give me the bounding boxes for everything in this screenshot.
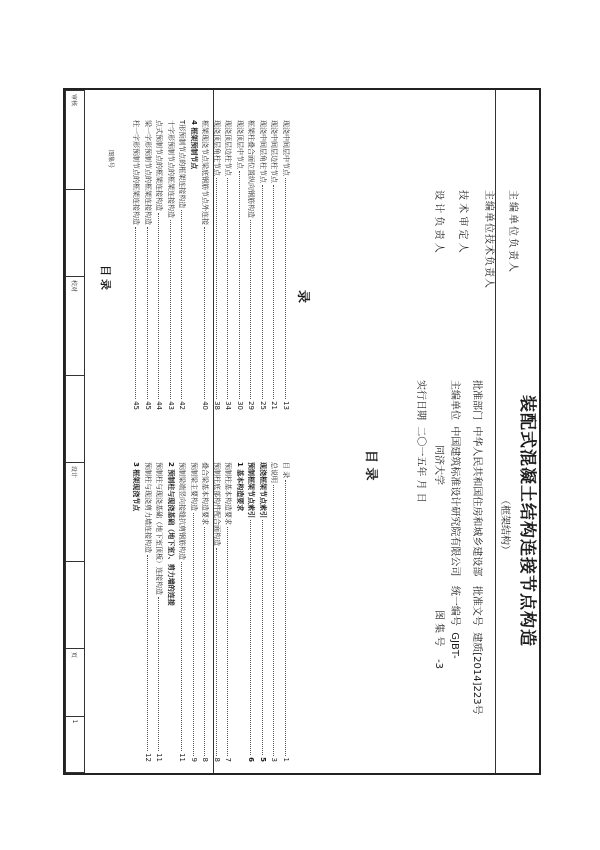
toc-leader (159, 597, 160, 751)
toc-leader (182, 210, 183, 399)
toc-leader (193, 513, 194, 756)
toc-entry (167, 120, 174, 410)
toc-entry-title: 预制柱与现浇剪力墙连接构造 (144, 462, 152, 553)
toc-entry (133, 462, 140, 762)
cover-row-1: 批准部门 中华人民共和国住房和城乡建设部 批准文号 建质[2014]223号 (471, 380, 482, 715)
toc-entry-title: 4 框架预制节点 (190, 120, 198, 170)
toc-entry (179, 462, 186, 762)
toc-entry-page: 11 (155, 753, 164, 762)
toc-entry-title: 柱一字形预制节点的框架连接构造 (132, 120, 141, 225)
toc-entry (213, 462, 220, 762)
toc-entry (236, 462, 243, 762)
toc-leader (274, 485, 275, 756)
toc-entry-page: 34 (224, 401, 233, 410)
toc-entry-page: 43 (167, 401, 175, 410)
toc-entry (248, 462, 255, 762)
toc-entry-page: 12 (144, 753, 152, 762)
toc-entry-title: 预制梁主要构造 (190, 462, 198, 511)
toc-entry (282, 120, 289, 410)
toc-entry-page: 7 (224, 757, 233, 762)
toc-leader (147, 555, 148, 751)
toc-entry-page: 25 (259, 401, 267, 410)
toc-leader (262, 520, 263, 755)
toc-entry-page: 11 (178, 753, 187, 762)
title-block-table (65, 90, 85, 773)
page-number: 1 (66, 716, 85, 772)
toc-entry-title: 现浇中间层角柱节点 (259, 120, 267, 183)
toc-entry-page: 1 (282, 757, 290, 762)
toc-entry-page: 38 (213, 401, 221, 410)
toc-leader (205, 227, 206, 399)
toc-entry-title: 2 预制柱与现浇基础（地下室）、剪力墙的连接 (167, 462, 175, 606)
toc-leader (170, 220, 171, 399)
toc-entry-title: 框架柱叠合面位置纵向钢筋构造 (247, 120, 256, 218)
title-block (65, 90, 119, 773)
toc-entry-page: 9 (190, 757, 198, 762)
cover-section (393, 90, 539, 773)
toc-leader (251, 220, 252, 399)
toc-entry-title: 现浇顶层边柱节点 (224, 120, 233, 176)
toc-entry (156, 462, 163, 762)
toc-entry-page: 30 (236, 401, 244, 410)
toc-entry (190, 462, 197, 762)
toc-entry-page: 13 (282, 401, 290, 410)
toc-entry (225, 462, 232, 762)
toc-entry (225, 120, 232, 410)
toc-entry (133, 120, 140, 410)
toc-entry-title: 预制柱基本构造要求 (224, 462, 233, 525)
toc-leader (228, 178, 229, 399)
toc-entry (202, 120, 209, 410)
toc-entry (144, 120, 151, 410)
toc-leader (285, 178, 286, 399)
toc-leader (251, 520, 252, 755)
design-label: 设计 (66, 462, 85, 561)
toc-leader (228, 527, 229, 756)
toc-entry-title: 预制框架节点索引 (247, 462, 256, 518)
toc-entry-title: 目 录 (282, 462, 290, 479)
toc-entry-title: 1 基本构造要求 (236, 462, 244, 512)
toc-heading-cont: 录 (295, 290, 310, 304)
responsible-3: 技 术 审 定 人 (457, 190, 468, 253)
toc-leader (262, 185, 263, 399)
toc-entry-page: 45 (132, 401, 141, 410)
toc-leader (159, 213, 160, 399)
atlas-no-label: 图集号 (107, 150, 114, 169)
toc-entry-page: 6 (247, 757, 256, 762)
toc-entry-title: 总说明 (270, 462, 279, 483)
toc-entry (248, 120, 255, 410)
toc-entry (144, 462, 151, 762)
toc-entry-page: 45 (144, 401, 152, 410)
responsible-4: 设 计 负 责 人 (433, 190, 444, 253)
subtitle: （框架结构） (499, 495, 510, 555)
toc-entry-page: 29 (247, 401, 256, 410)
toc-entry (236, 120, 243, 410)
toc-leader (274, 185, 275, 399)
review-label: 审核 (66, 91, 85, 190)
toc-entry (259, 120, 266, 410)
cover-row-3: 同济大学 (433, 445, 444, 485)
toc-leader (147, 227, 148, 399)
toc-heading-main: 目 录 (363, 450, 378, 481)
toc-entry-page: 5 (259, 757, 267, 762)
toc-entry-title: 现浇顶层中节点 (236, 120, 244, 169)
responsible-1: 主编单位负责人 (507, 190, 518, 274)
toc-entry-page: 44 (155, 401, 164, 410)
toc-entry-title: 现浇中间层中节点 (282, 120, 290, 176)
toc-entry (179, 120, 186, 410)
toc-leader (239, 171, 240, 399)
toc-entry-title: 现浇框架节点索引 (259, 462, 267, 518)
toc-entry-title: 叠合梁基本构造要求 (201, 462, 210, 525)
cover-row-2: 主编单位 中国建筑标准设计研究院有限公司 统一编号 GJBT- (449, 380, 460, 659)
responsible-2: 主编单位技术负责人 (483, 190, 494, 289)
toc-entry (156, 120, 163, 410)
check-label: 校对 (66, 276, 85, 375)
toc-entry (167, 462, 174, 762)
toc-entry-page: 21 (270, 401, 279, 410)
toc-entry-title: 框架现浇节点梁底钢筋节点外连接 (201, 120, 210, 225)
cover-row-4: 实行日期 二〇一五年 月 日 (415, 380, 426, 503)
toc-entry-title: 现浇中间层边柱节点 (270, 120, 279, 183)
toc-entry-title: 现浇顶层角柱节点 (213, 120, 221, 176)
page-label: 页 (66, 648, 85, 716)
toc-entry-page: 8 (201, 757, 210, 762)
toc-entry-title: 十字形预制节点的框架连接构造 (167, 120, 175, 218)
toc-entry-title: 预制柱底部构件配合面构造 (213, 462, 221, 546)
main-title: 装配式混凝土结构连接节点构造 (517, 395, 537, 647)
toc-entry-page: 42 (178, 401, 187, 410)
toc-entry-title: 预制柱与现浇基础（地下室顶板）连接构造 (155, 462, 164, 595)
toc-entry (271, 462, 278, 762)
toc-entry (282, 462, 289, 762)
toc-entry-title: 预制梁端竖向接缝抗剪钢筋构造 (178, 462, 187, 560)
toc-leader (205, 527, 206, 756)
toc-leader (285, 480, 286, 755)
toc-entry (202, 462, 209, 762)
toc-leader (182, 562, 183, 751)
toc-entry-page: 40 (201, 401, 210, 410)
toc-entry-title: 3 框架现浇节点 (132, 462, 141, 512)
toc-entry-title: T形预制节点的框架连接构造 (178, 120, 187, 209)
rotated-sheet (65, 90, 539, 773)
toc-leader (136, 227, 137, 399)
toc-entry-title: 点式预制节点的框架连接构造 (155, 120, 164, 211)
toc-leader (216, 178, 217, 399)
toc-entry-page: 3 (270, 757, 279, 762)
toc-entry (271, 120, 278, 410)
toc-entry-title: 梁一字形预制节点的框架连接构造 (144, 120, 152, 225)
toc-entry (259, 462, 266, 762)
toc-entry-page: 8 (213, 757, 221, 762)
cover-row-3b: 图 集 号 -3 (433, 610, 444, 670)
toc-entry (190, 120, 197, 410)
toc-entry (213, 120, 220, 410)
toc-leader (216, 548, 217, 756)
drawing-title: 目录 (99, 265, 112, 293)
